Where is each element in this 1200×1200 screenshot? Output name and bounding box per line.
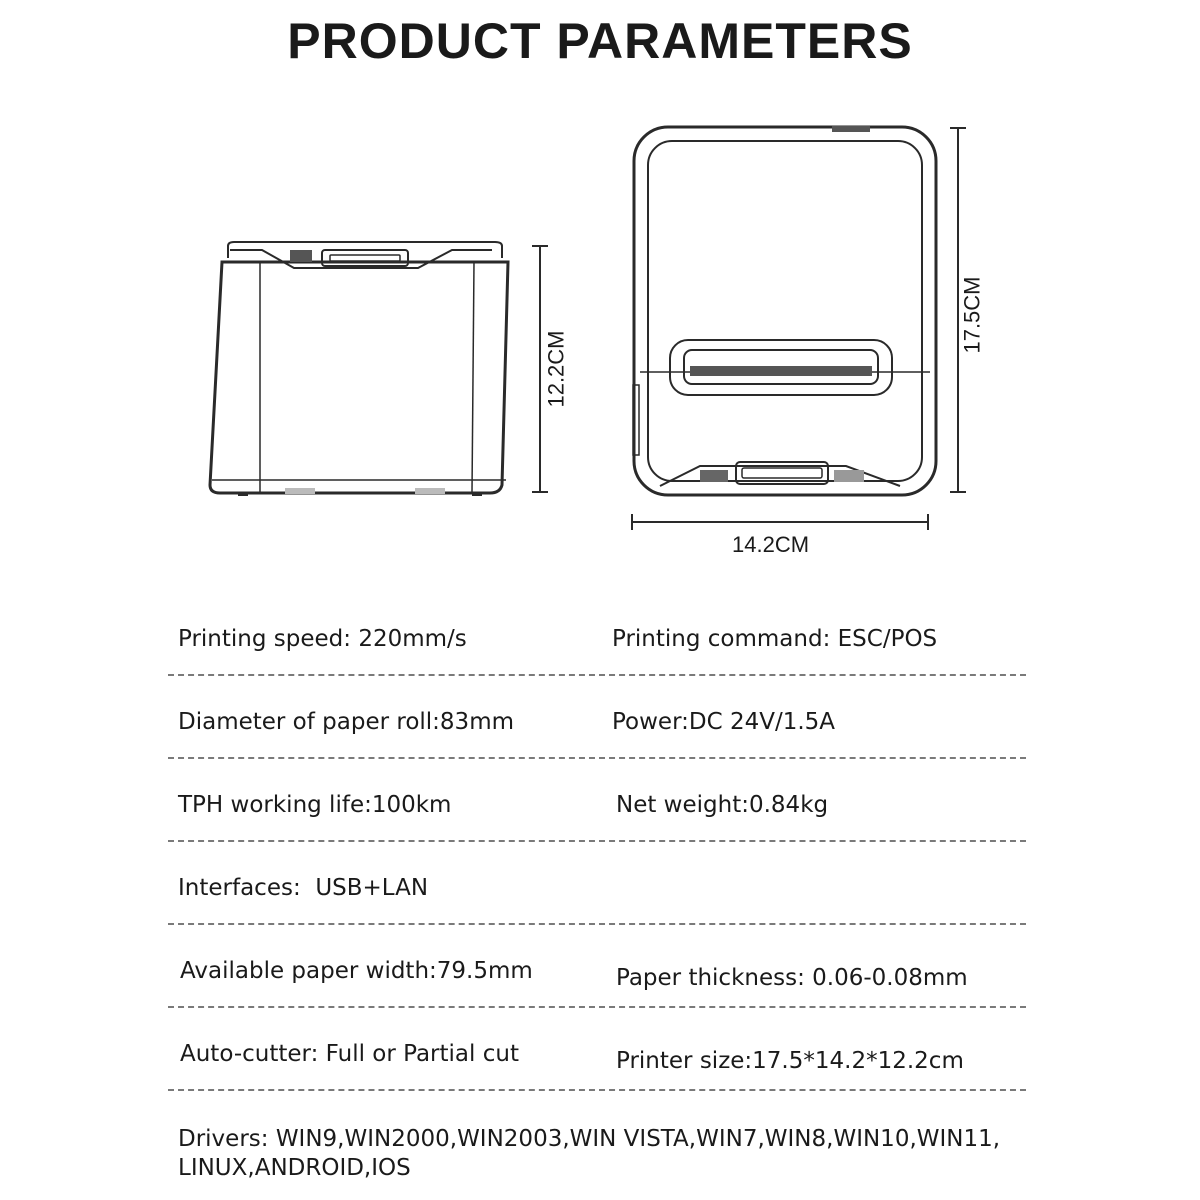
spec-interfaces: Interfaces: USB+LAN [178, 875, 429, 901]
page-title: PRODUCT PARAMETERS [287, 13, 913, 69]
spec-paper-roll-diameter: Diameter of paper roll:83mm [178, 709, 515, 735]
spec-printing-command: Printing command: ESC/POS [612, 626, 938, 652]
spec-printer-size: Printer size:17.5*14.2*12.2cm [616, 1048, 964, 1074]
printer-top-view [633, 126, 936, 495]
drivers-line-2: LINUX,ANDROID,IOS [178, 1155, 411, 1181]
spec-paper-width: Available paper width:79.5mm [180, 958, 533, 984]
row-divider [168, 923, 1026, 925]
row-divider [168, 1089, 1026, 1091]
width-dimension-line [632, 514, 928, 530]
spec-drivers [178, 1125, 1178, 1183]
spec-power: Power:DC 24V/1.5A [612, 709, 836, 735]
row-divider [168, 840, 1026, 842]
spec-auto-cutter: Auto-cutter: Full or Partial cut [180, 1041, 519, 1067]
row-divider [168, 757, 1026, 759]
depth-dimension-label: 17.5CM [959, 276, 985, 354]
row-divider [168, 674, 1026, 676]
drivers-line-1: Drivers: WIN9,WIN2000,WIN2003,WIN VISTA,WIN7,WIN8,WIN10,WIN11, [178, 1126, 1001, 1152]
height-dimension-label: 12.2CM [543, 330, 569, 408]
spec-tph-life: TPH working life:100km [178, 792, 452, 818]
width-dimension-label: 14.2CM [732, 532, 810, 557]
printer-front-view [210, 242, 508, 494]
spec-printing-speed: Printing speed: 220mm/s [178, 626, 467, 652]
spec-net-weight: Net weight:0.84kg [616, 792, 829, 818]
spec-paper-thickness: Paper thickness: 0.06-0.08mm [616, 965, 968, 991]
row-divider [168, 1006, 1026, 1008]
